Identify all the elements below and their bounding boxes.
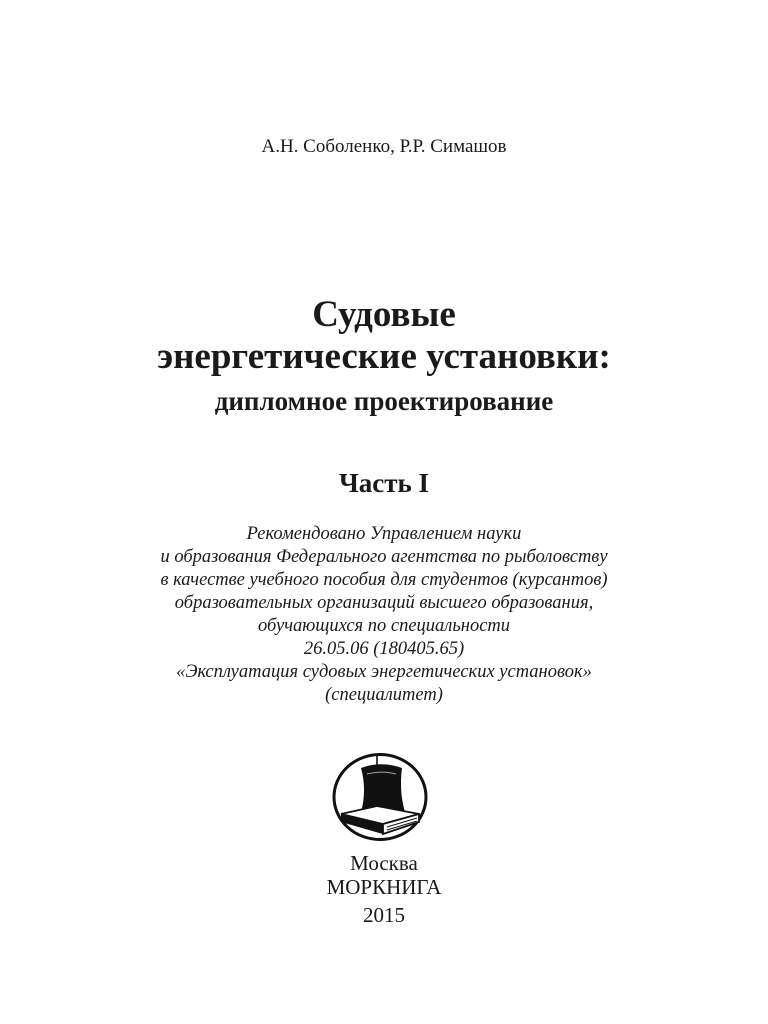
recommendation-line: в качестве учебного пособия для студентов (курсантов) xyxy=(160,570,608,590)
recommendation-line: Рекомендовано Управлением науки xyxy=(246,524,522,544)
recommendation-line: «Эксплуатация судовых энергетических установок» xyxy=(176,662,592,682)
recommendation-line: (специалитет) xyxy=(325,685,443,705)
imprint-city: Москва xyxy=(350,851,418,875)
authors: А.Н. Соболенко, Р.Р. Симашов xyxy=(261,136,507,157)
subtitle: дипломное проектирование xyxy=(214,386,554,416)
recommendation-line: образовательных организаций высшего образования, xyxy=(174,593,594,613)
part-label: Часть I xyxy=(338,468,430,498)
title-line-2: энергетические установки: xyxy=(157,336,611,377)
publisher-ship-book-logo-icon xyxy=(331,752,429,842)
imprint-publisher: МОРКНИГА xyxy=(326,875,442,899)
imprint-year: 2015 xyxy=(363,903,405,927)
recommendation-text xyxy=(0,523,768,707)
recommendation-line: 26.05.06 (180405.65) xyxy=(303,639,465,659)
title-line-1: Судовые xyxy=(312,294,456,335)
recommendation-line: обучающихся по специальности xyxy=(257,616,511,636)
recommendation-line: и образования Федерального агентства по рыболовству xyxy=(160,547,608,567)
